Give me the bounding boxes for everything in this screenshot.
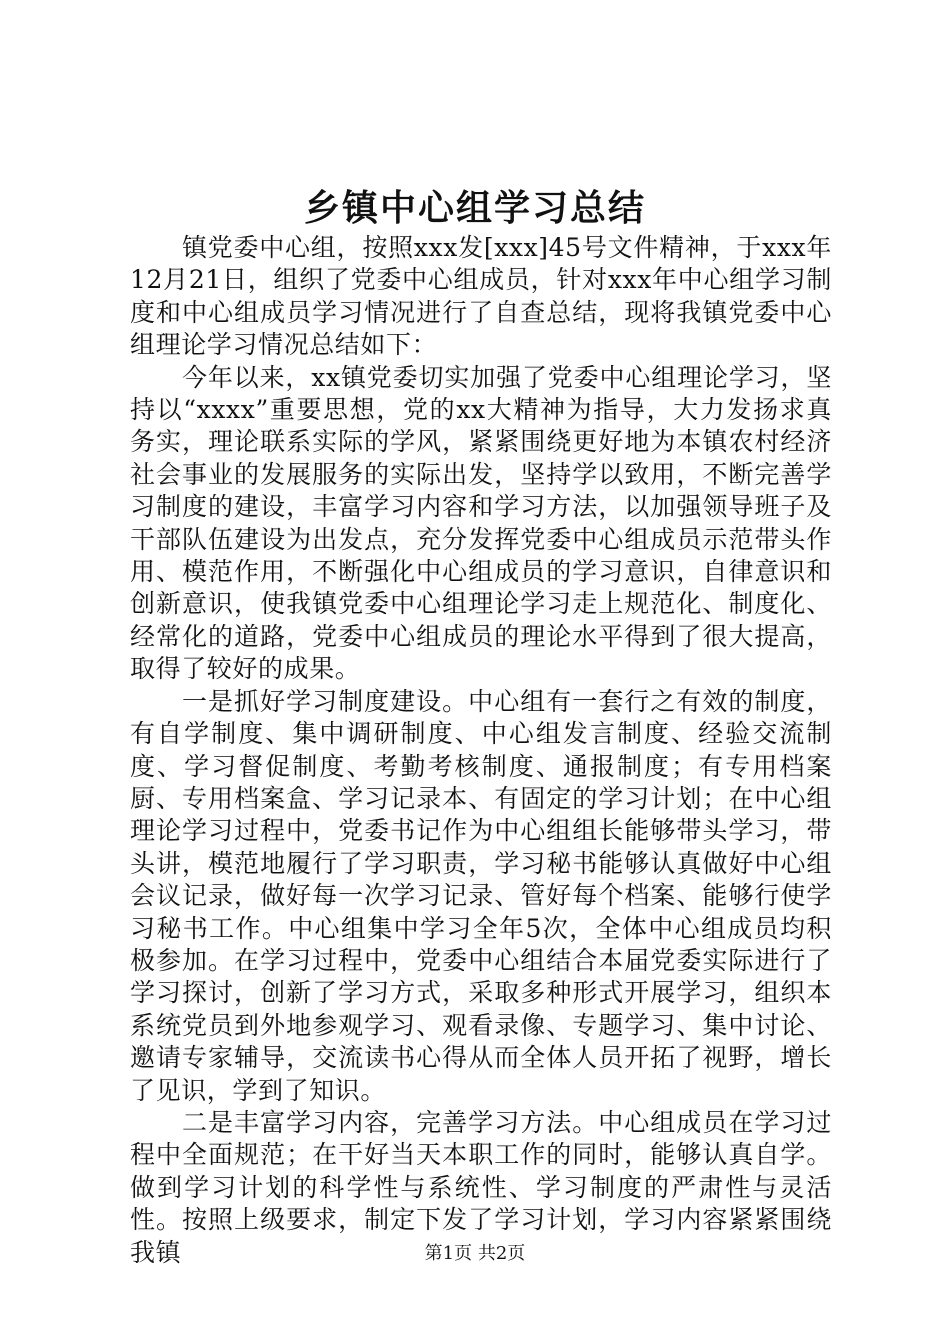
document-title: 乡镇中心组学习总结 xyxy=(303,187,646,229)
paragraph-point-one: 一是抓好学习制度建设。中心组有一套行之有效的制度，有自学制度、集中调研制度、中心组发言制度、经验交流制度、学习督促制度、考勤考核制度、通报制度；有专用档案厨、专用档案盒、学习记录本、有固定的学习计划；在中心组理论学习过程中，党委书记作为中心组组长能够带头学习，带头讲，模范地履行了学习职责，学习秘书能够认真做好中心组会议记录，做好每一次学习记录、管好每个档案、能够行使学习秘书工作。中心组集中学习全年5次，全体中心组成员均积极参加。在学习过程中，党委中心组结合本届党委实际进行了学习探讨，创新了学习方式，采取多种形式开展学习，组织本系统党员到外地参观学习、观看录像、专题学习、集中讨论、邀请专家辅导，交流读书心得从而全体人员开拓了视野，增长了见识，学到了知识。 xyxy=(130,686,832,1105)
page-number-footer: 第1页 共2页 xyxy=(424,1243,526,1264)
paragraph-intro: 镇党委中心组，按照xxx发[xxx]45号文件精神，于xxx年12月21日，组织了党委中心组成员，针对xxx年中心组学习制度和中心组成员学习情况进行了自查总结，现将我镇党委中心组理论学习情况总结如下： xyxy=(130,233,832,360)
paragraph-point-two: 二是丰富学习内容，完善学习方法。中心组成员在学习过程中全面规范；在干好当天本职工作的同时，能够认真自学。做到学习计划的科学性与系统性、学习制度的严肃性与灵活性。按照上级要求，制定下发了学习计划，学习内容紧紧围绕我镇 xyxy=(130,1107,832,1267)
document-body xyxy=(130,232,832,1269)
paragraph-overview: 今年以来，xx镇党委切实加强了党委中心组理论学习，坚持以“xxxx”重要思想，党的xx大精神为指导，大力发扬求真务实，理论联系实际的学风，紧紧围绕更好地为本镇农村经济社会事业的发展服务的实际出发，坚持学以致用，不断完善学习制度的建设，丰富学习内容和学习方法，以加强领导班子及干部队伍建设为出发点，充分发挥党委中心组成员示范带头作用、模范作用，不断强化中心组成员的学习意识，自律意识和创新意识，使我镇党委中心组理论学习走上规范化、制度化、经常化的道路，党委中心组成员的理论水平得到了很大提高，取得了较好的成果。 xyxy=(130,362,832,684)
